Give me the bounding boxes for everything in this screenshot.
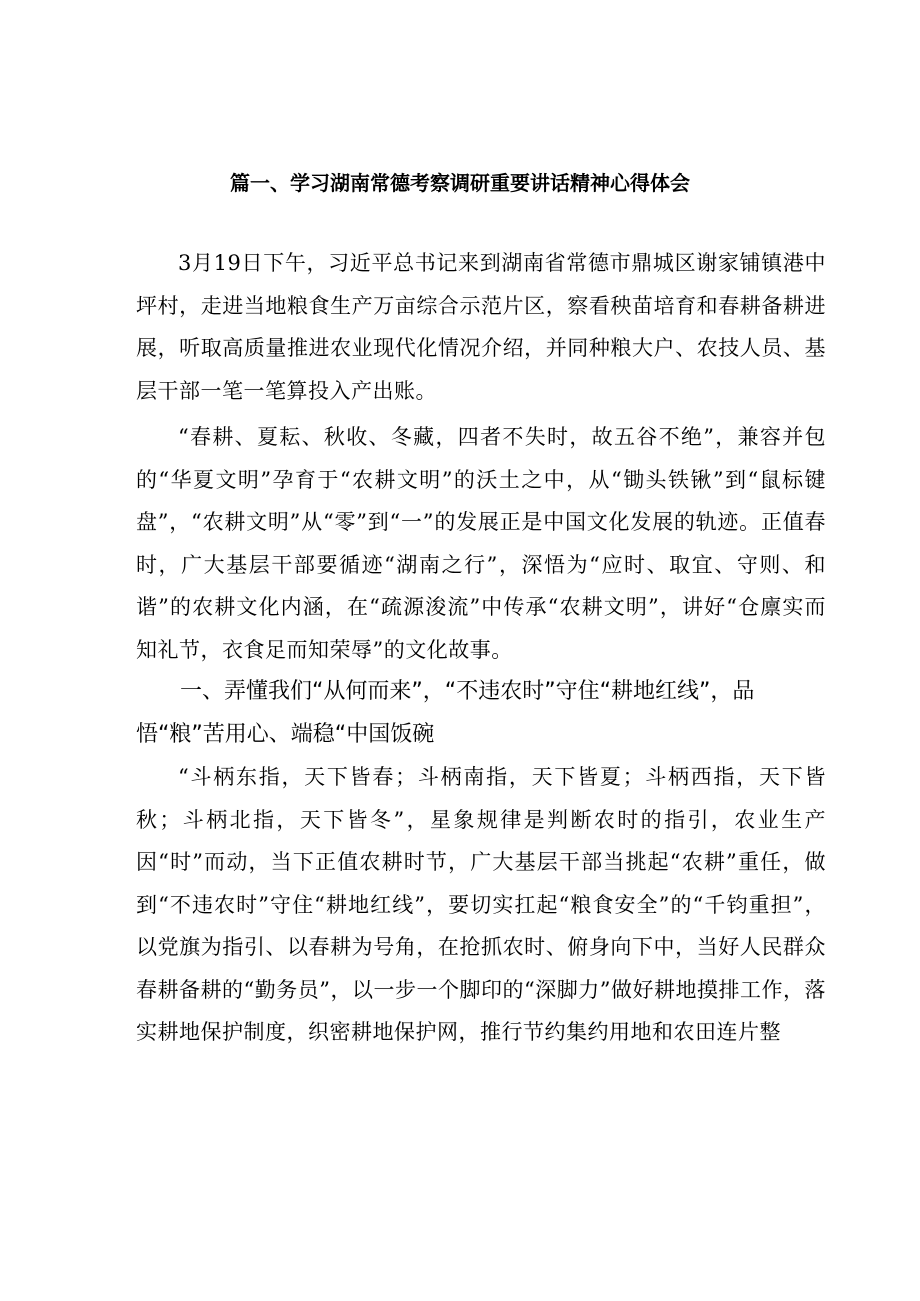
paragraph-intro: 3月19日下午，习近平总书记来到湖南省常德市鼎城区谢家铺镇港中坪村，走进当地粮食生产万亩综合示范片区，察看秧苗培育和春耕备耕进展，听取高质量推进农业现代化情况介绍，并同种粮大户、农技人员、基层干部一笔一笔算投入产出账。 [136, 251, 826, 403]
paragraph-section-1: “斗柄东指，天下皆春；斗柄南指，天下皆夏；斗柄西指，天下皆秋；斗柄北指，天下皆冬”，星象规律是判断农时的指引，农业生产因“时”而动，当下正值农耕时节，广大基层干部当挑起“农耕”重任，做到“不违农时”守住“耕地红线”，要切实扛起“粮食安全”的“千钧重担”，以党旗为指引、以春耕为号角，在抢抓农时、俯身向下中，当好人民群众春耕备耕的“勤务员”，以一步一个脚印的“深脚力”做好耕地摸排工作，落实耕地保护制度，织密耕地保护网，推行节约集约用地和农田连片整 [136, 765, 826, 1044]
document-title: 篇一、学习湖南常德考察调研重要讲话精神心得体会 [230, 171, 690, 195]
document-body [136, 242, 826, 1054]
paragraph-farming-culture: “春耕、夏耘、秋收、冬藏，四者不失时，故五谷不绝”，兼容并包的“华夏文明”孕育于“农耕文明”的沃土之中，从“锄头铁锹”到“鼠标键盘”，“农耕文明”从“零”到“一”的发展正是中国文化发展的轨迹。正值春时，广大基层干部要循迹“湖南之行”，深悟为“应时、取宜、守则、和谐”的农耕文化内涵，在“疏源浚流”中传承“农耕文明”，讲好“仓廪实而知礼节，衣食足而知荣辱”的文化故事。 [136, 425, 826, 662]
section-heading-1: 一、弄懂我们“从何而来”，“不违农时”守住“耕地红线”，品悟“粮”苦用心、端稳“中国饭碗 [136, 679, 755, 747]
